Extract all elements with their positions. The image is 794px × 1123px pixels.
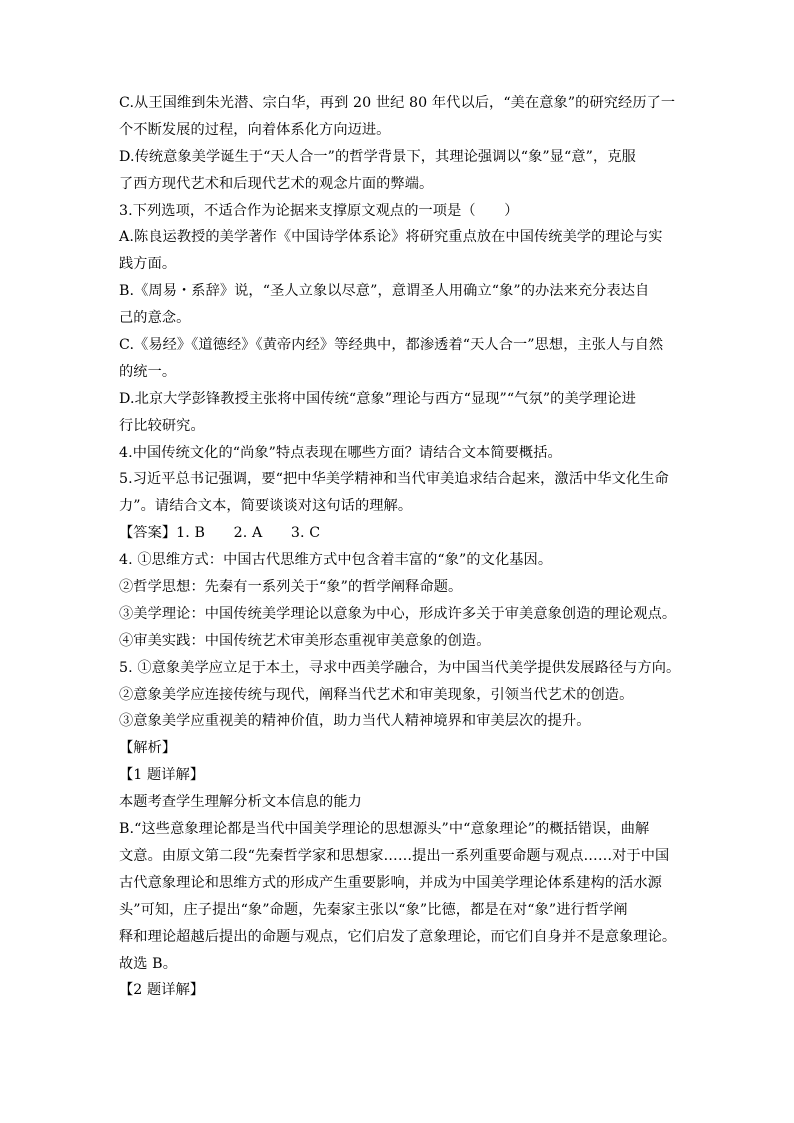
question-4: 4.中国传统文化的“尚象”特点表现在哪些方面？请结合文本简要概括。 xyxy=(119,444,562,461)
text-line: ④审美实践：中国传统艺术审美形态重视审美意象的创造。 xyxy=(119,632,491,649)
text-line: D.传统意象美学诞生于“天人合一”的哲学背景下，其理论强调以“象”显“意”，克服 xyxy=(119,148,636,165)
text-line: ③美学理论：中国传统美学理论以意象为中心，形成许多关于审美意象创造的理论观点。 xyxy=(119,605,677,622)
text-line: 释和理论超越后提出的命题与观点，它们启发了意象理论，而它们自身并不是意象理论。 xyxy=(119,928,677,945)
text-line: ③意象美学应重视美的精神价值，助力当代人精神境界和审美层次的提升。 xyxy=(119,713,591,730)
question-5: 5.习近平总书记强调，要“把中华美学精神和当代审美追求结合起来，激活中华文化生命 xyxy=(119,471,669,488)
answer-heading: 【答案】1. B 2. A 3. C xyxy=(119,525,321,542)
text-line: 的统一。 xyxy=(119,363,177,380)
text-line: 故选 B。 xyxy=(119,955,177,972)
text-line: 个不断发展的过程，向着体系化方向迈进。 xyxy=(119,121,391,138)
text-line: C.从王国维到朱光潜、宗白华，再到 20 世纪 80 年代以后，“美在意象”的研究经历了一 xyxy=(119,95,676,111)
text-line: A.陈良运教授的美学著作《中国诗学体系论》将研究重点放在中国传统美学的理论与实 xyxy=(119,229,663,246)
text-line: 古代意象理论和思维方式的形成产生重要影响，并成为中国美学理论体系建构的活水源 xyxy=(119,874,662,891)
question-3: 3.下列选项，不适合作为论据来支撑原文观点的一项是（ ） xyxy=(119,202,519,219)
text-line: 行比较研究。 xyxy=(119,417,205,434)
text-line: 5. ①意象美学应立足于本土，寻求中西美学融合，为中国当代美学提供发展路径与方向。 xyxy=(119,659,681,676)
text-line: B.“这些意象理论都是当代中国美学理论的思想源头”中“意象理论”的概括错误，曲解 xyxy=(119,821,650,838)
text-line: ②哲学思想：先秦有一系列关于“象”的哲学阐释命题。 xyxy=(119,579,463,596)
analysis-heading: 【解析】 xyxy=(119,740,177,757)
q2-detail-heading: 【2 题详解】 xyxy=(119,982,205,999)
text-line: D.北京大学彭锋教授主张将中国传统“意象”理论与西方“显现”“气氛”的美学理论进 xyxy=(119,390,636,407)
text-line: B.《周易・系辞》说，“圣人立象以尽意”，意谓圣人用确立“象”的办法来充分表达自 xyxy=(119,283,650,300)
text-line: 了西方现代艺术和后现代艺术的观念片面的弊端。 xyxy=(119,175,434,192)
text-line: 本题考查学生理解分析文本信息的能力 xyxy=(119,794,362,811)
q1-detail-heading: 【1 题详解】 xyxy=(119,767,205,784)
text-line: 力”。请结合文本，简要谈谈对这句话的理解。 xyxy=(119,498,413,515)
text-line: 己的意念。 xyxy=(119,310,191,327)
text-line: ②意象美学应连接传统与现代，阐释当代艺术和审美现象，引领当代艺术的创造。 xyxy=(119,686,634,703)
text-line: 4. ①思维方式：中国古代思维方式中包含着丰富的“象”的文化基因。 xyxy=(119,552,553,569)
text-line: C.《易经》《道德经》《黄帝内经》等经典中，都渗透着“天人合一”思想，主张人与自然 xyxy=(119,337,664,354)
document-page xyxy=(119,90,679,1004)
text-line: 践方面。 xyxy=(119,256,177,273)
text-line: 头”可知，庄子提出“象”命题，先秦家主张以“象”比德，都是在对“象”进行哲学阐 xyxy=(119,901,628,918)
text-line: 文意。由原文第二段“先秦哲学家和思想家……提出一系列重要命题与观点……对于中国 xyxy=(119,847,670,864)
